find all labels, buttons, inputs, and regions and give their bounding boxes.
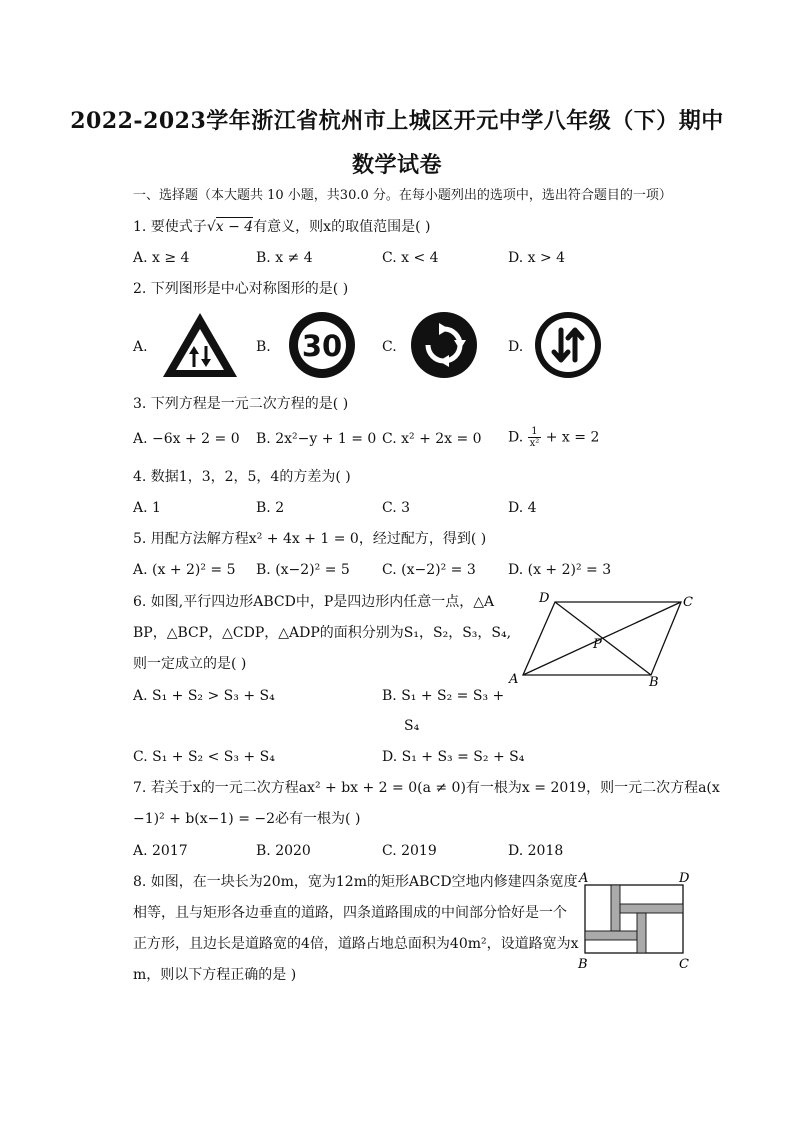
- q4-option-c: C. 3: [382, 500, 411, 516]
- q2-label-b: B.: [256, 339, 271, 355]
- q6-line2: BP，△BCP，△CDP，△ADP的面积分别为S₁，S₂，S₃，S₄,: [133, 625, 512, 641]
- exam-title-line1: 2022-2023学年浙江省杭州市上城区开元中学八年级（下）期中: [70, 108, 724, 134]
- fig8-label-a: A: [579, 871, 589, 886]
- q3-option-a: A. −6x + 2 = 0: [133, 431, 240, 447]
- q5-option-b: B. (x−2)² = 5: [256, 562, 350, 578]
- q6-option-b-cont: S₄: [404, 718, 420, 734]
- q8-line3: 正方形，且边长是道路宽的4倍，道路占地总面积为40m²，设道路宽为x: [133, 936, 579, 952]
- q1-option-c: C. x < 4: [382, 250, 439, 266]
- fig6-label-b: B: [649, 675, 659, 688]
- q5-option-a: A. (x + 2)² = 5: [133, 562, 236, 578]
- road-rectangle-figure: [575, 870, 695, 970]
- q8-line4: m，则以下方程正确的是 ): [133, 967, 297, 983]
- q1-radicand: x − 4: [215, 219, 254, 235]
- q5-option-c: C. (x−2)² = 3: [382, 562, 476, 578]
- fig8-label-d: D: [679, 871, 690, 886]
- triangle-updown-sign-icon: [160, 310, 240, 380]
- q1-stem-post: 有意义，则x的取值范围是( ): [253, 219, 431, 235]
- q6-option-b: B. S₁ + S₂ = S₃ +: [382, 688, 505, 704]
- q5-stem: 5. 用配方法解方程x² + 4x + 1 = 0，经过配方，得到( ): [133, 531, 487, 547]
- q3-option-b: B. 2x²−y + 1 = 0: [256, 431, 377, 447]
- q2-label-c: C.: [382, 339, 397, 355]
- q1-option-d: D. x > 4: [508, 250, 566, 266]
- q3-option-d-fraction: [528, 426, 542, 449]
- q8-line1: 8. 如图，在一块长为20m，宽为12m的矩形ABCD空地内修建四条宽度: [133, 874, 578, 890]
- parallelogram-figure: [505, 588, 700, 688]
- q1-option-b: B. x ≠ 4: [256, 250, 313, 266]
- q4-stem: 4. 数据1，3，2，5，4的方差为( ): [133, 469, 351, 485]
- q3-option-d-rest: + x = 2: [545, 429, 600, 446]
- q2-stem: 2. 下列图形是中心对称图形的是( ): [133, 281, 349, 297]
- q8-line2: 相等，且与矩形各边垂直的道路，四条道路围成的中间部分恰好是一个: [133, 905, 567, 921]
- q7-option-b: B. 2020: [256, 843, 311, 859]
- q3-option-c: C. x² + 2x = 0: [382, 431, 482, 447]
- fraction-numerator: 1: [528, 426, 542, 438]
- q2-label-a: A.: [133, 339, 148, 355]
- fig6-label-c: C: [683, 595, 693, 610]
- q1-stem-pre: 1. 要使式子: [133, 219, 207, 235]
- q3-option-d-label: D.: [508, 429, 524, 446]
- q5-option-d: D. (x + 2)² = 3: [508, 562, 612, 578]
- fig6-label-p: P: [593, 637, 602, 652]
- q1-option-a: A. x ≥ 4: [133, 250, 190, 266]
- fig6-label-a: A: [509, 672, 519, 687]
- exam-title-line2: 数学试卷: [351, 152, 442, 178]
- q6-option-a: A. S₁ + S₂ > S₃ + S₄: [133, 688, 275, 704]
- q7-option-c: C. 2019: [382, 843, 437, 859]
- roundabout-sign-icon: [409, 310, 479, 380]
- q3-option-d: [508, 426, 599, 449]
- sqrt-icon: √: [206, 219, 216, 235]
- q6-option-c: C. S₁ + S₂ < S₃ + S₄: [133, 749, 275, 765]
- updown-arrows-circle-sign-icon: [533, 310, 603, 380]
- q6-line3: 则一定成立的是( ): [133, 656, 247, 672]
- q7-line1: 7. 若关于x的一元二次方程ax² + bx + 2 = 0(a ≠ 0)有一根为x = 2019，则一元二次方程a(x: [133, 780, 720, 796]
- fraction-denominator: x²: [529, 438, 540, 449]
- q6-line1: 6. 如图,平行四边形ABCD中，P是四边形内任意一点，△A: [133, 594, 495, 610]
- q6-option-d: D. S₁ + S₃ = S₂ + S₄: [382, 749, 525, 765]
- q3-stem: 3. 下列方程是一元二次方程的是( ): [133, 396, 349, 412]
- q4-option-d: D. 4: [508, 500, 537, 516]
- fig6-label-d: D: [539, 591, 550, 606]
- fig8-label-b: B: [578, 957, 588, 970]
- sign-b-text: 30: [301, 329, 343, 363]
- q7-line2: −1)² + b(x−1) = −2必有一根为( ): [133, 811, 361, 827]
- q7-option-d: D. 2018: [508, 843, 564, 859]
- q2-label-d: D.: [508, 339, 524, 355]
- q4-option-b: B. 2: [256, 500, 285, 516]
- q1-stem: [133, 217, 430, 237]
- speed-limit-30-sign-icon: [287, 310, 357, 380]
- fig8-label-c: C: [679, 957, 689, 970]
- q7-option-a: A. 2017: [133, 843, 188, 859]
- q4-option-a: A. 1: [133, 500, 161, 516]
- section-heading: 一、选择题（本大题共 10 小题，共30.0 分。在每小题列出的选项中，选出符合题目的一项）: [133, 188, 672, 203]
